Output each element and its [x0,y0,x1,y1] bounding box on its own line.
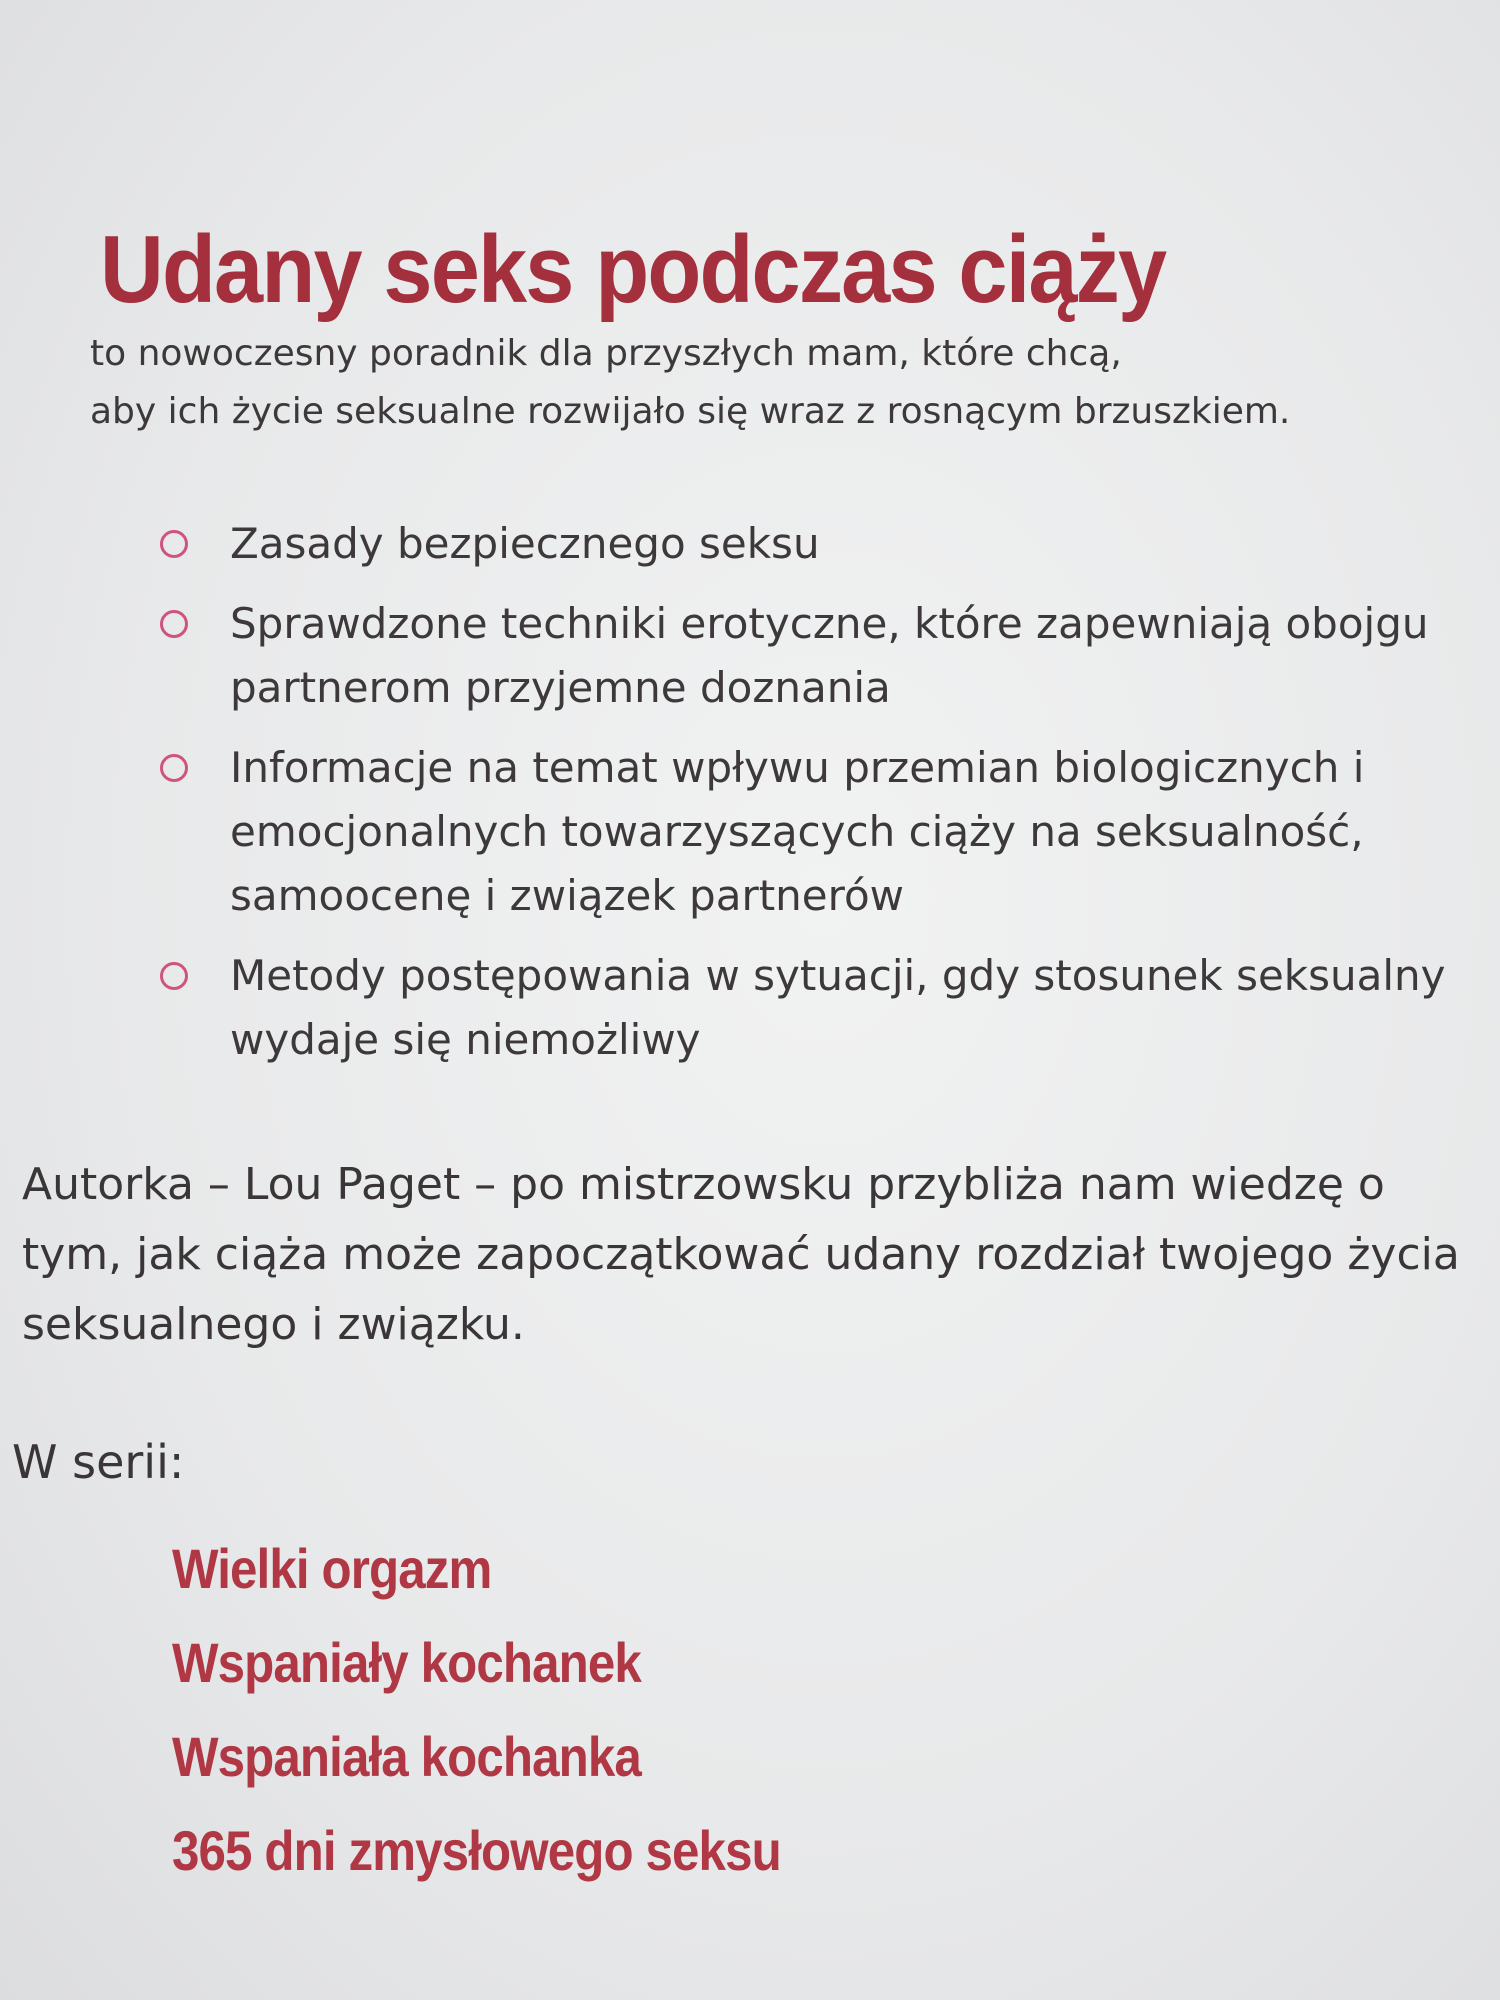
series-list [172,1522,864,1898]
subtitle-line: aby ich życie seksualne rozwijało się wraz z rosnącym brzuszkiem. [90,391,1291,432]
feature-text: Informacje na temat wpływu przemian biologicznych i emocjonalnych towarzyszących ciąży na seksualność, samoocenę i związek partnerów [230,743,1365,920]
feature-text: Zasady bezpiecznego seksu [230,519,820,568]
feature-item [150,512,1450,576]
feature-item [150,592,1450,720]
feature-item [150,736,1450,928]
book-subtitle [90,325,1290,441]
book-title: Udany seks podczas ciąży [100,216,1166,323]
feature-text: Metody postępowania w sytuacji, gdy stosunek seksualny wydaje się niemożliwy [230,951,1446,1064]
circle-bullet-icon [160,610,188,638]
series-title: Wspaniały kochanek [172,1631,641,1694]
series-title: Wielki orgazm [172,1537,492,1600]
subtitle-line: to nowoczesny poradnik dla przyszłych mam, które chcą, [90,333,1122,374]
series-title: Wspaniała kochanka [172,1725,641,1788]
circle-bullet-icon [160,754,188,782]
feature-item [150,944,1450,1072]
feature-text: Sprawdzone techniki erotyczne, które zapewniają obojgu partnerom przyjemne doznania [230,599,1429,712]
circle-bullet-icon [160,530,188,558]
feature-list [150,512,1450,1088]
series-label: W serii: [12,1435,185,1489]
series-title: 365 dni zmysłowego seksu [172,1819,781,1882]
circle-bullet-icon [160,962,188,990]
author-paragraph: Autorka – Lou Paget – po mistrzowsku przybliża nam wiedzę o tym, jak ciąża może zapoczątkować udany rozdział twojego życia seksualnego i związku. [22,1159,1460,1350]
